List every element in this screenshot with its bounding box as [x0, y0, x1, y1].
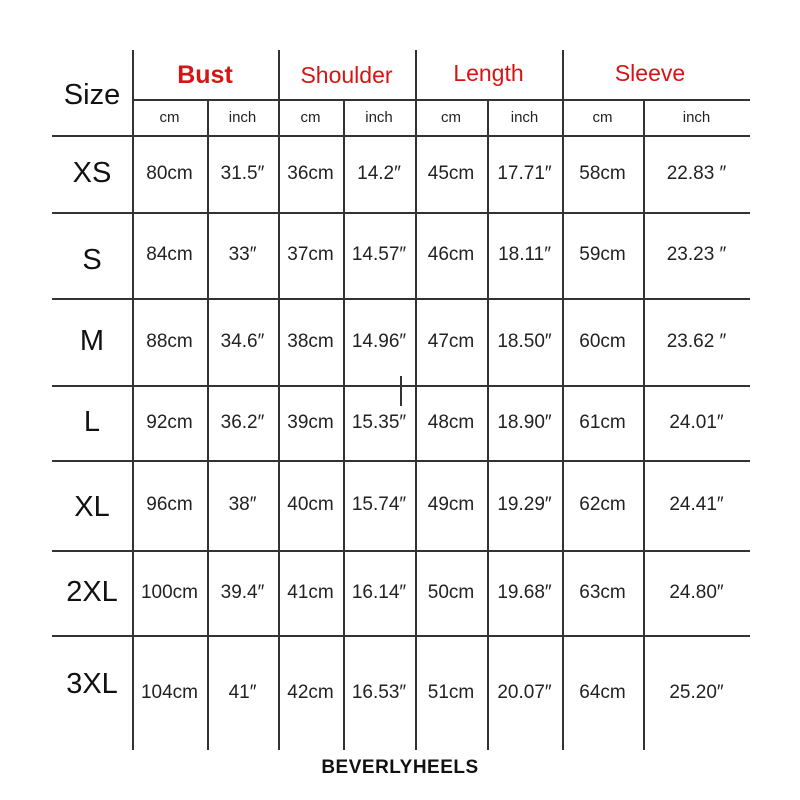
- brand-label: BEVERLYHEELS: [321, 757, 479, 778]
- measurement-cell: 63cm: [579, 581, 626, 603]
- measurement-cell: 38cm: [287, 330, 334, 352]
- measurement-cell: 22.83 ″: [666, 162, 727, 184]
- measurement-cell: 41cm: [287, 581, 334, 603]
- unit-header-cm: cm: [441, 108, 461, 126]
- grid-line-row: [52, 212, 750, 214]
- measurement-cell: 61cm: [579, 411, 626, 433]
- measurement-cell: 64cm: [579, 681, 626, 703]
- measurement-cell: 46cm: [427, 244, 475, 265]
- unit-header-inch: inch: [228, 108, 257, 126]
- size-label: M: [79, 325, 105, 357]
- measurement-cell: 18.11″: [498, 244, 551, 265]
- unit-header-inch: inch: [365, 108, 393, 126]
- measurement-cell: 40cm: [287, 494, 334, 515]
- measurement-cell: 16.53″: [351, 681, 407, 703]
- measurement-cell: 14.2″: [357, 162, 401, 184]
- measurement-cell: 14.96″: [351, 330, 407, 352]
- measurement-cell: 16.14″: [351, 581, 407, 603]
- measurement-cell: 62cm: [579, 494, 626, 515]
- size-label: S: [82, 243, 102, 276]
- measurement-cell: 45cm: [427, 162, 475, 184]
- shoulder-header: Shoulder: [300, 61, 393, 88]
- measurement-cell: 104cm: [140, 681, 199, 703]
- measurement-cell: 15.74″: [351, 494, 407, 515]
- measurement-cell: 42cm: [287, 681, 334, 703]
- grid-line-row: [52, 635, 750, 637]
- measurement-cell: 51cm: [427, 681, 475, 703]
- length-header: Length: [453, 59, 524, 86]
- grid-line-unit-top: [132, 99, 750, 101]
- grid-line-row: [52, 298, 750, 300]
- unit-header-cm: cm: [300, 108, 321, 126]
- measurement-cell: 47cm: [427, 330, 475, 352]
- measurement-cell: 41″: [228, 681, 257, 703]
- measurement-cell: 100cm: [140, 581, 199, 603]
- measurement-cell: 49cm: [427, 494, 475, 515]
- sleeve-header: Sleeve: [614, 59, 686, 86]
- measurement-cell: 60cm: [579, 330, 626, 352]
- measurement-cell: 18.90″: [497, 411, 552, 433]
- grid-line-subcolumn: [487, 99, 489, 750]
- grid-line-column: [278, 50, 280, 750]
- measurement-cell: 36cm: [287, 162, 334, 184]
- measurement-cell: 36.2″: [220, 411, 265, 433]
- measurement-cell: 24.01″: [669, 411, 724, 433]
- grid-line-row: [52, 135, 750, 137]
- measurement-cell: 80cm: [146, 162, 193, 184]
- measurement-cell: 20.07″: [497, 681, 552, 703]
- measurement-cell: 25.20″: [669, 681, 724, 703]
- grid-line-row: [52, 550, 750, 552]
- size-label: L: [83, 406, 101, 438]
- unit-header-inch: inch: [510, 108, 539, 126]
- measurement-cell: 48cm: [427, 411, 475, 433]
- measurement-cell: 84cm: [146, 244, 193, 265]
- measurement-cell: 39cm: [287, 411, 334, 433]
- size-label: XL: [74, 490, 110, 523]
- size-label: XS: [72, 157, 112, 189]
- measurement-cell: 34.6″: [220, 330, 265, 352]
- measurement-cell: 38″: [228, 494, 257, 515]
- grid-line-column: [415, 50, 417, 750]
- grid-tick-mark: [400, 376, 402, 406]
- measurement-cell: 19.68″: [497, 581, 552, 603]
- measurement-cell: 19.29″: [497, 494, 552, 515]
- unit-header-cm: cm: [159, 108, 180, 126]
- grid-tick-mark: [343, 652, 345, 668]
- size-label: 2XL: [66, 576, 118, 608]
- grid-line-subcolumn: [207, 99, 209, 750]
- measurement-cell: 58cm: [579, 162, 626, 184]
- measurement-cell: 24.41″: [669, 494, 724, 515]
- measurement-cell: 14.57″: [351, 244, 407, 265]
- bust-header: Bust: [177, 60, 233, 89]
- grid-line-subcolumn: [643, 99, 645, 750]
- measurement-cell: 23.62 ″: [666, 330, 727, 352]
- measurement-cell: 31.5″: [220, 162, 265, 184]
- grid-line-row: [52, 460, 750, 462]
- unit-header-inch: inch: [682, 108, 711, 126]
- measurement-cell: 33″: [228, 244, 257, 265]
- measurement-cell: 15.35″: [351, 411, 407, 433]
- measurement-cell: 24.80″: [669, 581, 724, 603]
- measurement-cell: 59cm: [579, 244, 626, 265]
- measurement-cell: 92cm: [146, 411, 193, 433]
- measurement-cell: 39.4″: [220, 581, 265, 603]
- measurement-cell: 37cm: [287, 244, 334, 265]
- measurement-cell: 50cm: [427, 581, 475, 603]
- measurement-cell: 96cm: [146, 494, 193, 515]
- unit-header-cm: cm: [592, 108, 613, 126]
- size-label: 3XL: [66, 668, 118, 700]
- measurement-cell: 88cm: [146, 330, 193, 352]
- measurement-cell: 23.23 ″: [666, 244, 727, 265]
- size-column-header: Size: [63, 78, 121, 111]
- grid-line-column: [562, 50, 564, 750]
- measurement-cell: 17.71″: [497, 162, 552, 184]
- measurement-cell: 18.50″: [497, 330, 552, 352]
- grid-line-column: [132, 50, 134, 750]
